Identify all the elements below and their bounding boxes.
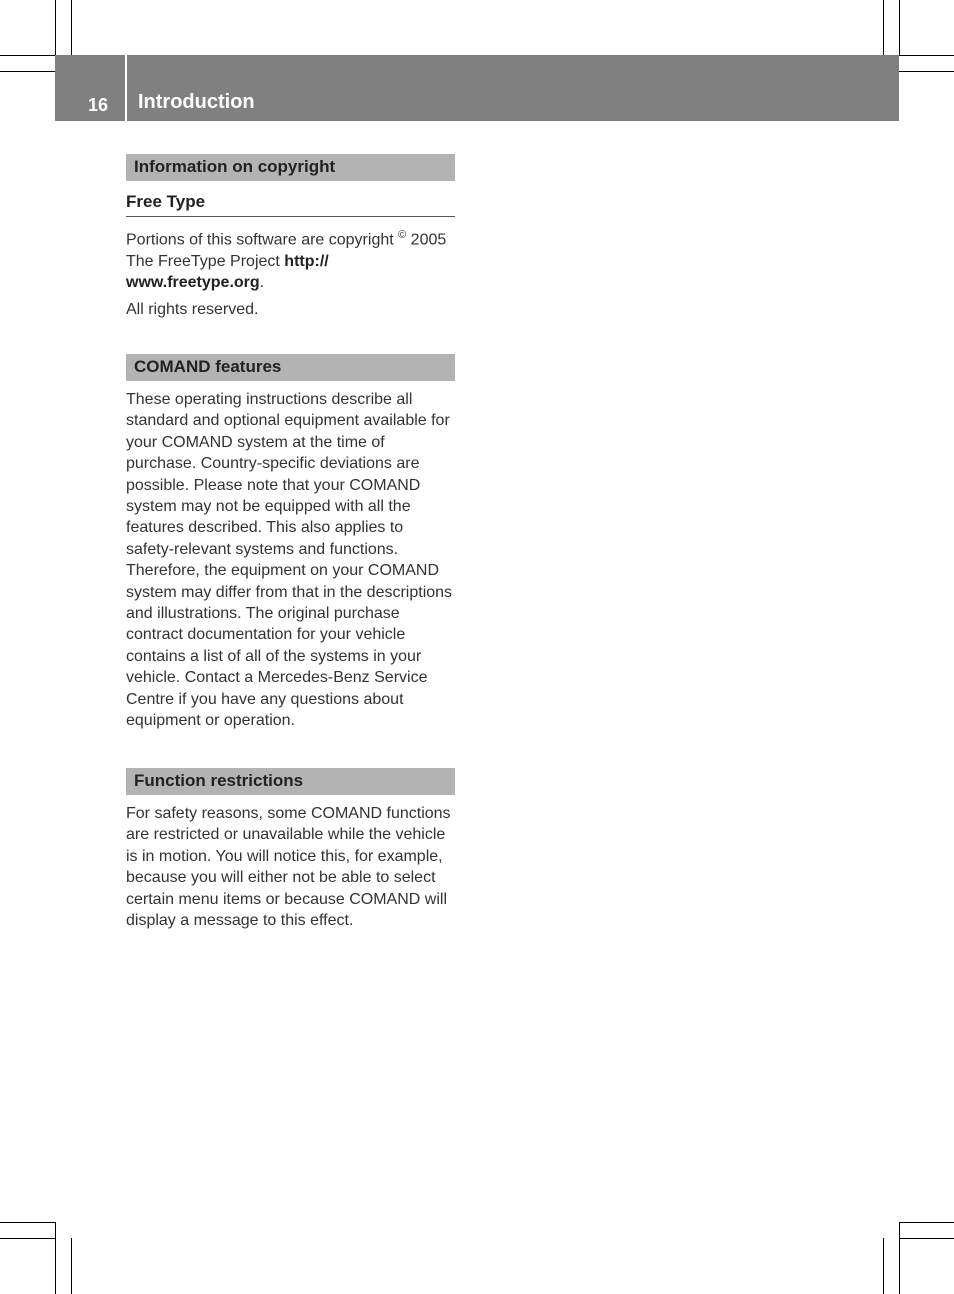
crop-mark bbox=[0, 1238, 55, 1239]
text: . bbox=[259, 274, 265, 292]
copyright-paragraph bbox=[126, 225, 455, 294]
crop-mark bbox=[55, 1222, 56, 1294]
crop-mark bbox=[899, 1238, 954, 1239]
crop-mark bbox=[0, 55, 55, 56]
section-title: Information on copyright bbox=[126, 154, 455, 181]
crop-mark bbox=[55, 0, 56, 55]
restrictions-paragraph: For safety reasons, some COMAND functions are restricted or unavailable while the vehicle is in motion. You will notice this, for example, because you will either not be able to select certain menu items or because COMAND will display a message to this effect. bbox=[126, 805, 451, 930]
freetype-link[interactable]: http:// www.freetype.org bbox=[126, 252, 329, 292]
text: Portions of this software are copyright bbox=[126, 231, 399, 249]
header-divider bbox=[125, 55, 127, 121]
subheading: Free Type bbox=[126, 192, 455, 217]
crop-mark bbox=[899, 0, 900, 55]
crop-mark bbox=[0, 71, 55, 72]
crop-mark bbox=[0, 1222, 55, 1223]
section-function-restrictions bbox=[126, 768, 455, 931]
crop-mark bbox=[899, 1222, 900, 1294]
crop-mark bbox=[899, 55, 954, 56]
crop-mark bbox=[883, 1238, 884, 1294]
copyright-symbol: © bbox=[398, 229, 407, 241]
crop-mark bbox=[71, 1238, 72, 1294]
crop-mark bbox=[71, 0, 72, 55]
section-copyright bbox=[126, 154, 455, 320]
crop-mark bbox=[899, 1222, 954, 1223]
section-comand-features bbox=[126, 354, 455, 732]
text: 2005 The FreeType Project bbox=[126, 231, 447, 270]
features-paragraph: These operating instructions describe all standard and optional equipment available for your COMAND system at the time of purchase. Country-specific deviations are possible. Please note that your COMAND system may not be equipped with all the features described. This also applies to safety-relevant systems and functions. Therefore, the equipment on your COMAND system may differ from that in the descriptions and illustrations. The original purchase contract documentation for your vehicle contains a list of all of the systems in your vehicle. Contact a Mercedes-Benz Service Centre if you have any questions about equipment or operation. bbox=[126, 391, 453, 730]
rights-paragraph: All rights reserved. bbox=[126, 300, 259, 318]
page-number: 16 bbox=[88, 95, 109, 115]
page-header bbox=[55, 55, 899, 121]
chapter-title: Introduction bbox=[138, 91, 255, 113]
section-title: COMAND features bbox=[126, 354, 455, 381]
crop-mark bbox=[883, 0, 884, 55]
crop-mark bbox=[899, 71, 954, 72]
section-title: Function restrictions bbox=[126, 768, 455, 795]
